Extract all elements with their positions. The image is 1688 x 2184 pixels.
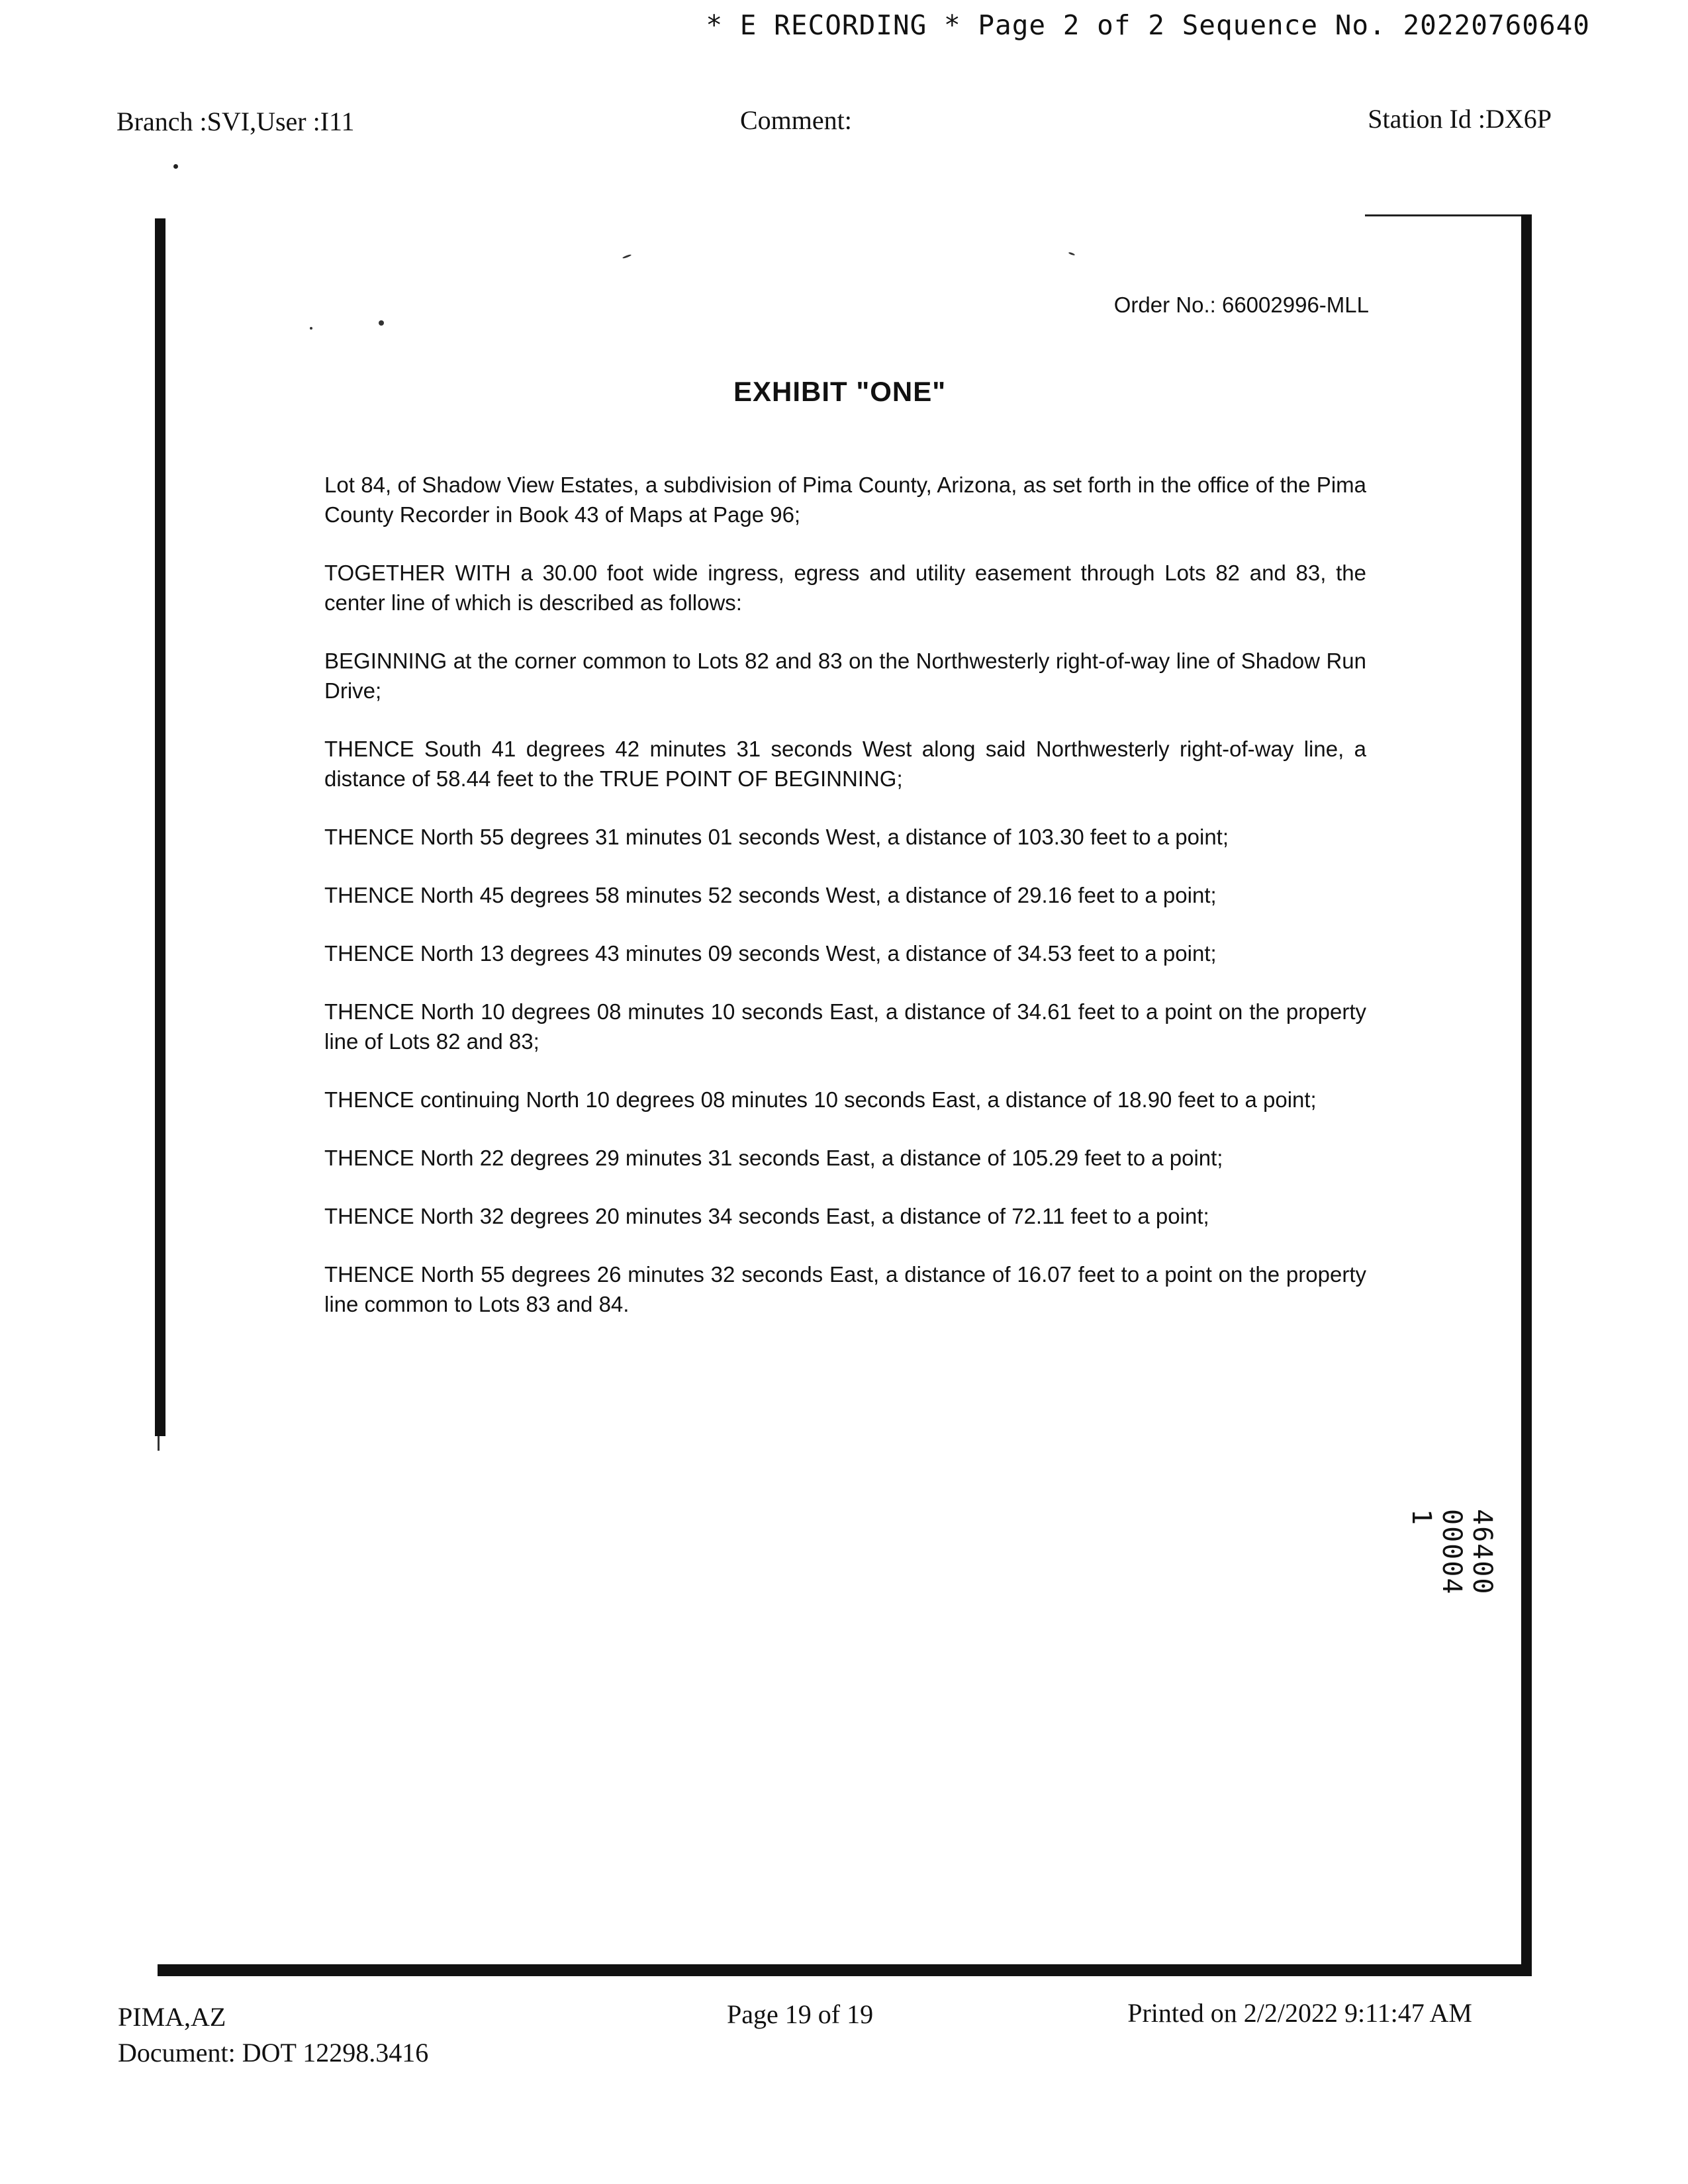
recording-header: * E RECORDING * Page 2 of 2 Sequence No. 20220760640 — [706, 9, 1590, 41]
scan-speck — [379, 320, 384, 326]
scan-speck — [622, 254, 632, 259]
paragraph: BEGINNING at the corner common to Lots 82 and 83 on the Northwesterly right-of-way line of Shadow Run Drive; — [324, 649, 1366, 703]
legal-description — [324, 470, 1366, 1347]
scan-speck — [1068, 251, 1075, 255]
paragraph: TOGETHER WITH a 30.00 foot wide ingress, egress and utility easement through Lots 82 and 83, the center line of which is described as follows: — [324, 561, 1366, 615]
paragraph: THENCE North 13 degrees 43 minutes 09 seconds West, a distance of 34.53 feet to a point; — [324, 941, 1217, 966]
paragraph: THENCE North 45 degrees 58 minutes 52 seconds West, a distance of 29.16 feet to a point; — [324, 883, 1217, 907]
paragraph: THENCE North 10 degrees 08 minutes 10 seconds East, a distance of 34.61 feet to a point on the property line of Lots 82 and 83; — [324, 999, 1366, 1054]
comment-label: Comment: — [740, 105, 852, 135]
footer-county: PIMA,AZ — [118, 2002, 226, 2032]
paragraph: Lot 84, of Shadow View Estates, a subdivision of Pima County, Arizona, as set forth in the office of the Pima County Recorder in Book 43 of Maps at Page 96; — [324, 473, 1366, 527]
station-id-label: Station Id :DX6P — [1368, 104, 1552, 134]
footer-page-number: Page 19 of 19 — [727, 1999, 874, 2029]
frame-left-tail — [158, 1436, 160, 1451]
paragraph: THENCE North 22 degrees 29 minutes 31 seconds East, a distance of 105.29 feet to a point; — [324, 1146, 1223, 1170]
frame-left-border — [155, 218, 165, 1436]
paragraph: THENCE North 55 degrees 26 minutes 32 seconds East, a distance of 16.07 feet to a point on the property line common to Lots 83 and 84. — [324, 1262, 1366, 1316]
footer-document-number: Document: DOT 12298.3416 — [118, 2038, 429, 2068]
scan-speck — [310, 327, 312, 330]
paragraph: THENCE continuing North 10 degrees 08 minutes 10 seconds East, a distance of 18.90 feet to a point; — [324, 1087, 1317, 1112]
frame-right-border — [1521, 214, 1532, 1972]
scan-speck — [173, 164, 178, 169]
branch-user-label: Branch :SVI,User :I11 — [117, 107, 355, 136]
frame-bottom-border — [158, 1964, 1532, 1976]
paragraph: THENCE South 41 degrees 42 minutes 31 seconds West along said Northwesterly right-of-way line, a distance of 58.44 feet to the TRUE POINT OF BEGINNING; — [324, 737, 1366, 791]
margin-stamp-text: 46400 00004 1 — [1406, 1509, 1497, 1596]
margin-stamp — [1406, 1509, 1503, 1727]
paragraph: THENCE North 55 degrees 31 minutes 01 seconds West, a distance of 103.30 feet to a point; — [324, 825, 1229, 849]
exhibit-title: EXHIBIT "ONE" — [733, 376, 947, 407]
order-number: Order No.: 66002996-MLL — [1113, 293, 1369, 317]
paragraph: THENCE North 32 degrees 20 minutes 34 seconds East, a distance of 72.11 feet to a point; — [324, 1204, 1209, 1228]
footer-printed-timestamp: Printed on 2/2/2022 9:11:47 AM — [1127, 1998, 1472, 2028]
frame-top-border — [1365, 214, 1529, 216]
